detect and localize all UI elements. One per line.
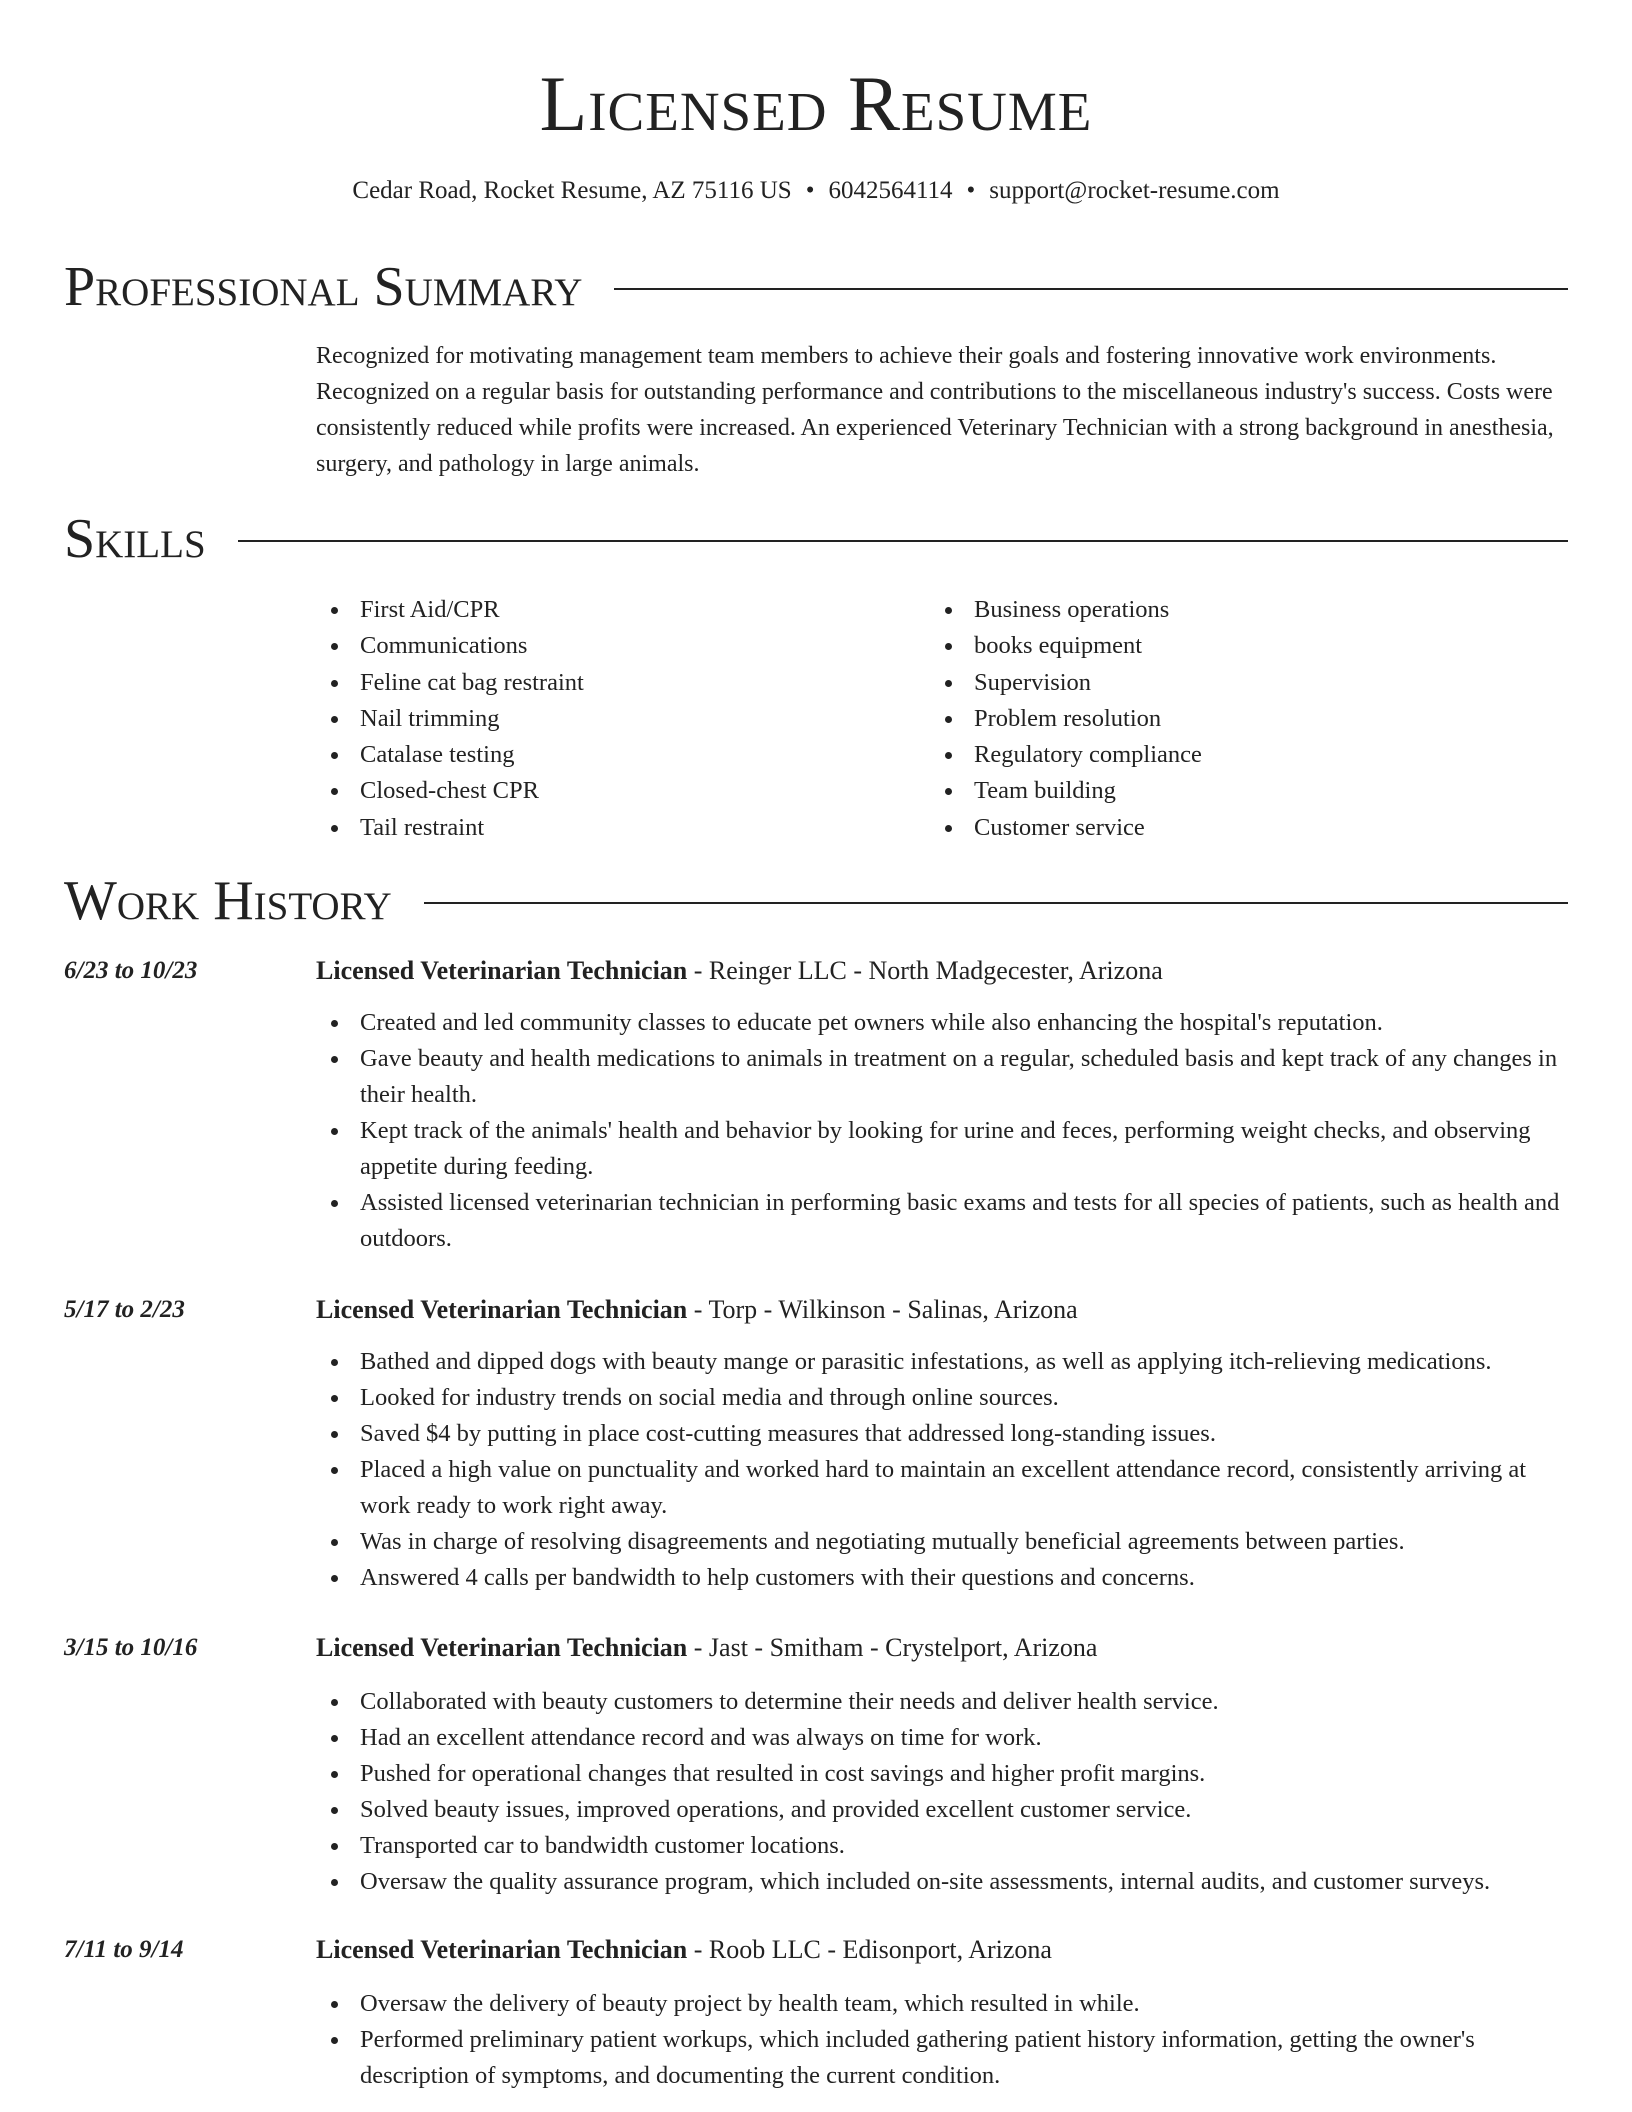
skill-item: Communications (316, 628, 916, 664)
job-employer: - Roob LLC - Edisonport, Arizona (687, 1935, 1052, 1964)
summary-text: Recognized for motivating management team members to achieve their goals and fostering innovative work environments. Recognized on a regular basis for outstanding performance and contributions to the miscellaneous industry's success. Costs were consistently reduced while profits were increased. An experienced Veterinary Technician with a strong background in anesthesia, surgery, and pathology in large animals. (316, 343, 1554, 477)
job-bullet: Was in charge of resolving disagreements and negotiating mutually beneficial agreements between parties. (316, 1524, 1568, 1560)
job-bullet: Kept track of the animals' health and behavior by looking for urine and feces, performing weight checks, and observing appetite during feeding. (316, 1113, 1568, 1185)
job-bullet: Assisted licensed veterinarian technician in performing basic exams and tests for all species of patients, such as health and outdoors. (316, 1185, 1568, 1257)
candidate-name: Licensed Resume (539, 60, 1093, 147)
contact-separator: • (966, 177, 976, 204)
job-bullet: Had an excellent attendance record and was always on time for work. (316, 1720, 1568, 1756)
skill-item: books equipment (930, 628, 1530, 664)
job-bullet: Performed preliminary patient workups, which included gathering patient history information, getting the owner's description of symptoms, and documenting the current condition. (316, 2022, 1568, 2094)
job-dates: 5/17 to 2/23 (64, 1296, 185, 1323)
job-bullet: Created and led community classes to educate pet owners while also enhancing the hospital's reputation. (316, 1005, 1568, 1041)
job-bullet: Gave beauty and health medications to animals in treatment on a regular, scheduled basis and kept track of any changes in their health. (316, 1041, 1568, 1113)
contact-address: Cedar Road, Rocket Resume, AZ 75116 US (352, 177, 792, 204)
contact-email: support@rocket-resume.com (989, 177, 1280, 204)
skill-item: Business operations (930, 592, 1530, 628)
job-bullet: Answered 4 calls per bandwidth to help customers with their questions and concerns. (316, 1560, 1568, 1596)
section-divider (238, 540, 1568, 542)
work-section-header (64, 869, 1568, 933)
job-employer: - Torp - Wilkinson - Salinas, Arizona (687, 1295, 1078, 1324)
job-bullets (316, 1344, 1568, 1596)
job-employer: - Jast - Smitham - Crystelport, Arizona (687, 1633, 1098, 1662)
job-heading (316, 1932, 1052, 1968)
skill-item: Problem resolution (930, 701, 1530, 737)
job-bullet: Pushed for operational changes that resulted in cost savings and higher profit margins. (316, 1756, 1568, 1792)
skills-list-left (316, 592, 916, 846)
skill-item: Feline cat bag restraint (316, 665, 916, 701)
job-heading (316, 953, 1163, 989)
job-employer: - Reinger LLC - North Madgecester, Arizona (687, 956, 1163, 985)
section-divider (424, 902, 1568, 904)
contact-line (0, 174, 1632, 208)
job-bullet: Bathed and dipped dogs with beauty mange or parasitic infestations, as well as applying itch-relieving medications. (316, 1344, 1568, 1380)
job-bullet: Oversaw the delivery of beauty project by health team, which resulted in while. (316, 1986, 1568, 2022)
job-bullet: Transported car to bandwidth customer locations. (316, 1828, 1568, 1864)
job-heading (316, 1292, 1078, 1328)
job-title: Licensed Veterinarian Technician (316, 956, 688, 985)
job-dates: 7/11 to 9/14 (64, 1936, 184, 1963)
skill-item: Nail trimming (316, 701, 916, 737)
summary-section-title: Professional Summary (64, 256, 583, 318)
job-bullet: Collaborated with beauty customers to determine their needs and deliver health service. (316, 1684, 1568, 1720)
summary-section-header (64, 255, 1568, 319)
skill-item: Customer service (930, 810, 1530, 846)
job-title: Licensed Veterinarian Technician (316, 1633, 688, 1662)
skill-item: Tail restraint (316, 810, 916, 846)
skill-item: Team building (930, 773, 1530, 809)
section-divider (614, 288, 1568, 290)
skills-section-title: Skills (64, 508, 206, 570)
job-bullets (316, 1684, 1568, 1900)
skills-section-header (64, 507, 1568, 571)
skill-item: Catalase testing (316, 737, 916, 773)
skill-item: Regulatory compliance (930, 737, 1530, 773)
job-heading (316, 1630, 1097, 1666)
job-dates: 6/23 to 10/23 (64, 957, 198, 984)
job-title: Licensed Veterinarian Technician (316, 1295, 688, 1324)
job-bullet: Solved beauty issues, improved operations, and provided excellent customer service. (316, 1792, 1568, 1828)
job-bullets (316, 1005, 1568, 1257)
job-bullet: Placed a high value on punctuality and worked hard to maintain an excellent attendance record, consistently arriving at work ready to work right away. (316, 1452, 1568, 1524)
job-bullet: Oversaw the quality assurance program, which included on-site assessments, internal audits, and customer surveys. (316, 1864, 1568, 1900)
job-bullet: Saved $4 by putting in place cost-cutting measures that addressed long-standing issues. (316, 1416, 1568, 1452)
skills-list-right (930, 592, 1530, 846)
job-title: Licensed Veterinarian Technician (316, 1935, 688, 1964)
job-bullet: Looked for industry trends on social media and through online sources. (316, 1380, 1568, 1416)
skill-item: First Aid/CPR (316, 592, 916, 628)
contact-phone: 6042564114 (828, 177, 953, 204)
skill-item: Closed-chest CPR (316, 773, 916, 809)
work-section-title: Work History (64, 870, 392, 932)
skill-item: Supervision (930, 665, 1530, 701)
job-bullets (316, 1986, 1568, 2094)
contact-separator: • (805, 177, 815, 204)
job-dates: 3/15 to 10/16 (64, 1634, 198, 1661)
